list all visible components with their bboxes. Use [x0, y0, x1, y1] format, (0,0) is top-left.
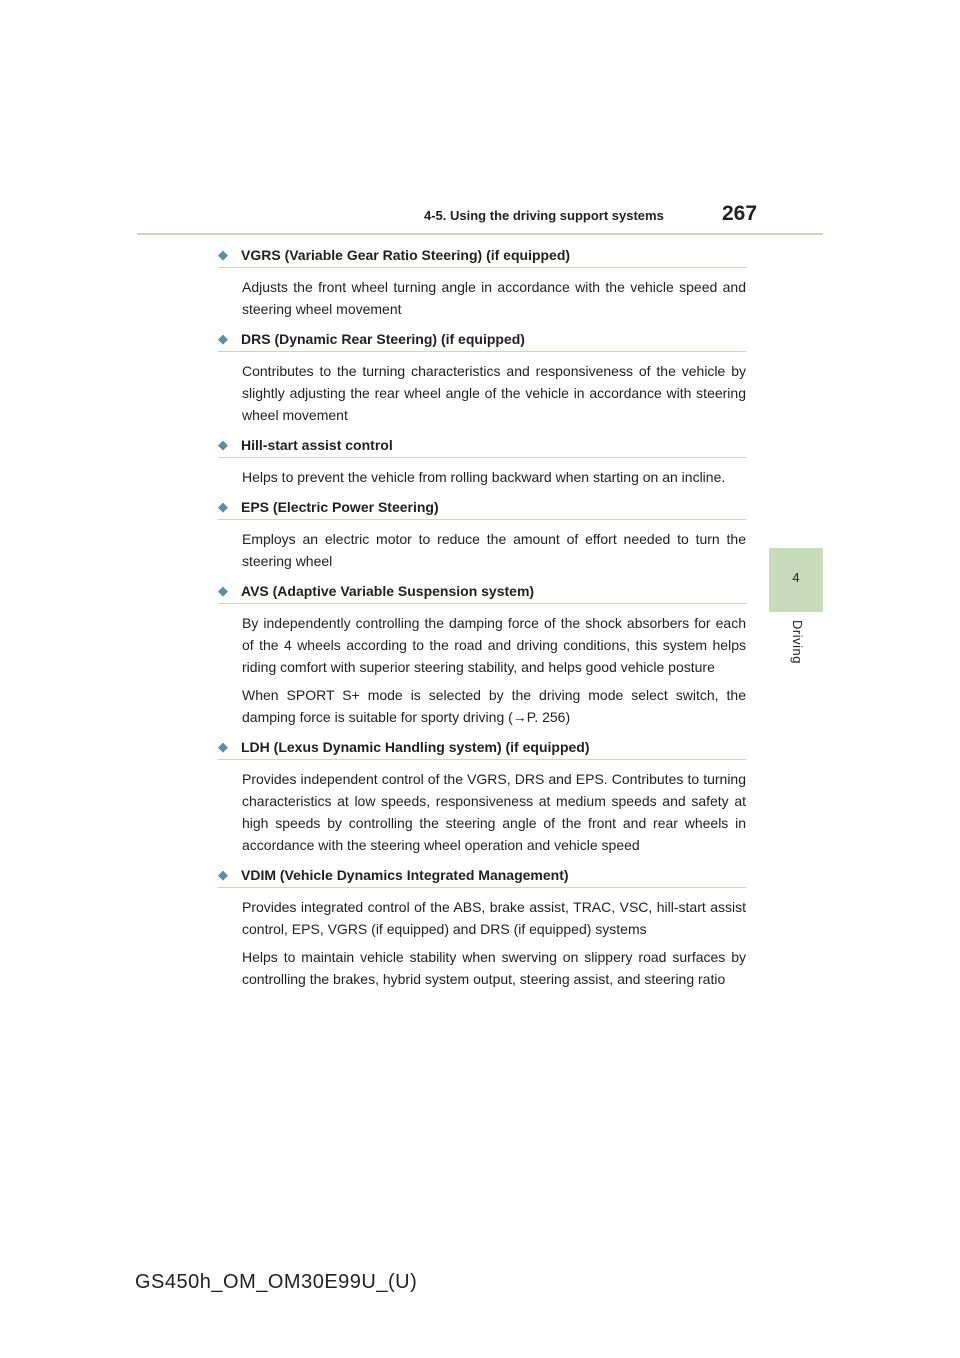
section-heading [218, 242, 746, 268]
page-number: 267 [722, 202, 758, 225]
heading-text: LDH (Lexus Dynamic Handling system) (if equipped) [241, 738, 590, 755]
chapter-number: 4 [792, 570, 800, 585]
section-title: 4-5. Using the driving support systems [424, 208, 664, 223]
diamond-bullet-icon: ◆ [218, 738, 228, 754]
diamond-bullet-icon: ◆ [218, 330, 228, 346]
paragraph: Helps to prevent the vehicle from rolling backward when starting on an incline. [242, 469, 726, 485]
paragraph: Employs an electric motor to reduce the amount of effort needed to turn the steering wheel [242, 531, 746, 569]
section-avs [218, 578, 746, 728]
paragraph: When SPORT S+ mode is selected by the driving mode select switch, the damping force is suitable for sporty driving (→P. 256) [242, 687, 746, 725]
section-heading [218, 494, 746, 520]
document-code: GS450h_OM_OM30E99U_(U) [135, 1271, 418, 1293]
main-content [218, 240, 746, 996]
section-vgrs [218, 242, 746, 320]
paragraph: Contributes to the turning characteristics and responsiveness of the vehicle by slightly adjusting the rear wheel angle of the vehicle in accordance with steering wheel movement [242, 363, 746, 423]
heading-text: AVS (Adaptive Variable Suspension system) [241, 582, 535, 599]
header-divider [137, 233, 823, 235]
section-heading [218, 578, 746, 604]
section-vdim [218, 862, 746, 990]
paragraph: Adjusts the front wheel turning angle in accordance with the vehicle speed and steering wheel movement [242, 279, 746, 317]
diamond-bullet-icon: ◆ [218, 498, 228, 514]
chapter-tab-divider [769, 610, 823, 612]
diamond-bullet-icon: ◆ [218, 866, 228, 882]
heading-text: VDIM (Vehicle Dynamics Integrated Management) [241, 866, 569, 883]
paragraph: By independently controlling the damping force of the shock absorbers for each of the 4 wheels according to the road and driving conditions, this system helps riding comfort with superior steering stability, and helps good vehicle posture [242, 615, 746, 675]
section-drs [218, 326, 746, 426]
diamond-bullet-icon: ◆ [218, 246, 228, 262]
diamond-bullet-icon: ◆ [218, 582, 228, 598]
diamond-bullet-icon: ◆ [218, 436, 228, 452]
section-eps [218, 494, 746, 572]
paragraph: Provides independent control of the VGRS, DRS and EPS. Contributes to turning characteristics at low speeds, responsiveness at medium speeds and safety at high speeds by controlling the steering angle of the front and rear wheels in accordance with the steering wheel operation and vehicle speed [242, 771, 746, 853]
paragraph: Provides integrated control of the ABS, brake assist, TRAC, VSC, hill-start assist control, EPS, VGRS (if equipped) and DRS (if equipped) systems [242, 899, 746, 937]
section-ldh [218, 734, 746, 856]
section-heading [218, 734, 746, 760]
chapter-tab[interactable] [769, 548, 823, 610]
section-hill-start [218, 432, 746, 488]
section-heading [218, 432, 746, 458]
heading-text: Hill-start assist control [241, 436, 393, 453]
heading-text: VGRS (Variable Gear Ratio Steering) (if equipped) [241, 246, 571, 263]
section-heading [218, 862, 746, 888]
paragraph: Helps to maintain vehicle stability when swerving on slippery road surfaces by controlling the brakes, hybrid system output, steering assist, and steering ratio [242, 949, 746, 987]
heading-text: DRS (Dynamic Rear Steering) (if equipped) [241, 330, 525, 347]
heading-text: EPS (Electric Power Steering) [241, 498, 439, 515]
chapter-label: Driving [790, 620, 805, 664]
section-heading [218, 326, 746, 352]
